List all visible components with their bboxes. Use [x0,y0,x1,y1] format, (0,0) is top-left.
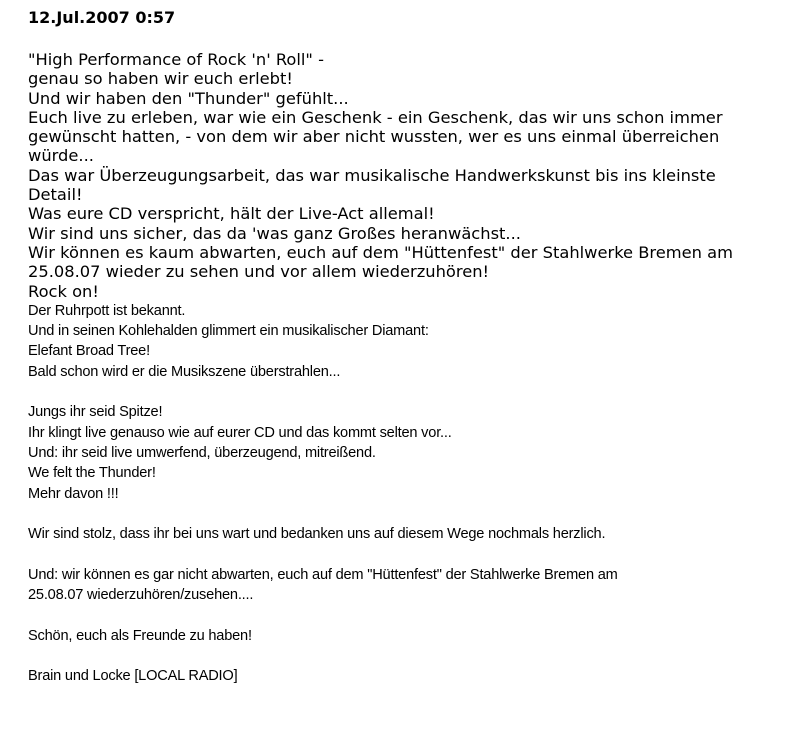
message-line: Und: ihr seid live umwerfend, überzeugend, mitreißend. [28,444,376,461]
blank-line [28,544,788,564]
message-line: Ihr klingt live genauso wie auf eurer CD und das kommt selten vor... [28,424,452,441]
message-line: genau so haben wir euch erlebt! [28,69,293,89]
blank-line [28,605,788,625]
message-line: Schön, euch als Freunde zu haben! [28,627,252,644]
message-line: Mehr davon !!! [28,485,119,502]
message-line: Und wir haben den "Thunder" gefühlt... [28,88,349,108]
guestbook-entry [28,8,788,687]
message-line: Rock on! [28,281,99,301]
message-line: Wir sind uns sicher, das da 'was ganz Großes heranwächst... [28,223,521,243]
message-line: würde... [28,146,94,166]
blank-line [28,646,788,666]
entry-date: 12.Jul.2007 0:57 [28,8,176,27]
blank-line [28,504,788,524]
message-line: Und in seinen Kohlehalden glimmert ein musikalischer Diamant: [28,323,429,340]
message-line: Detail! [28,185,83,205]
message-line: Der Ruhrpott ist bekannt. [28,302,186,319]
message-line: Und: wir können es gar nicht abwarten, euch auf dem "Hüttenfest" der Stahlwerke Bremen am [28,566,618,583]
message-line: 25.08.07 wiederzuhören/zusehen.... [28,587,254,604]
entry-signature: Brain und Locke [LOCAL RADIO] [28,668,238,685]
message-line: Wir können es kaum abwarten, euch auf dem "Hüttenfest" der Stahlwerke Bremen am [28,242,733,262]
message-line: "High Performance of Rock 'n' Roll" - [28,50,324,69]
message-line: Jungs ihr seid Spitze! [28,404,163,421]
message-line: Bald schon wird er die Musikszene überstrahlen... [28,363,341,380]
message-line: 25.08.07 wieder zu sehen und vor allem wiederzuhören! [28,262,490,282]
message-line: Was eure CD verspricht, hält der Live-Act allemal! [28,204,435,224]
message-line: Wir sind stolz, dass ihr bei uns wart und bedanken uns auf diesem Wege nochmals herzlich. [28,526,606,543]
message-line: Euch live zu erleben, war wie ein Geschenk - ein Geschenk, das wir uns schon immer [28,107,723,127]
blank-line [28,382,788,402]
message-line: We felt the Thunder! [28,465,156,482]
entry-message-primary [28,50,788,301]
message-line: Elefant Broad Tree! [28,343,150,360]
message-line: gewünscht hatten, - von dem wir aber nicht wussten, wer es uns einmal überreichen [28,127,720,147]
message-line: Das war Überzeugungsarbeit, das war musikalische Handwerkskunst bis ins kleinste [28,165,716,185]
entry-message-secondary [28,301,788,687]
